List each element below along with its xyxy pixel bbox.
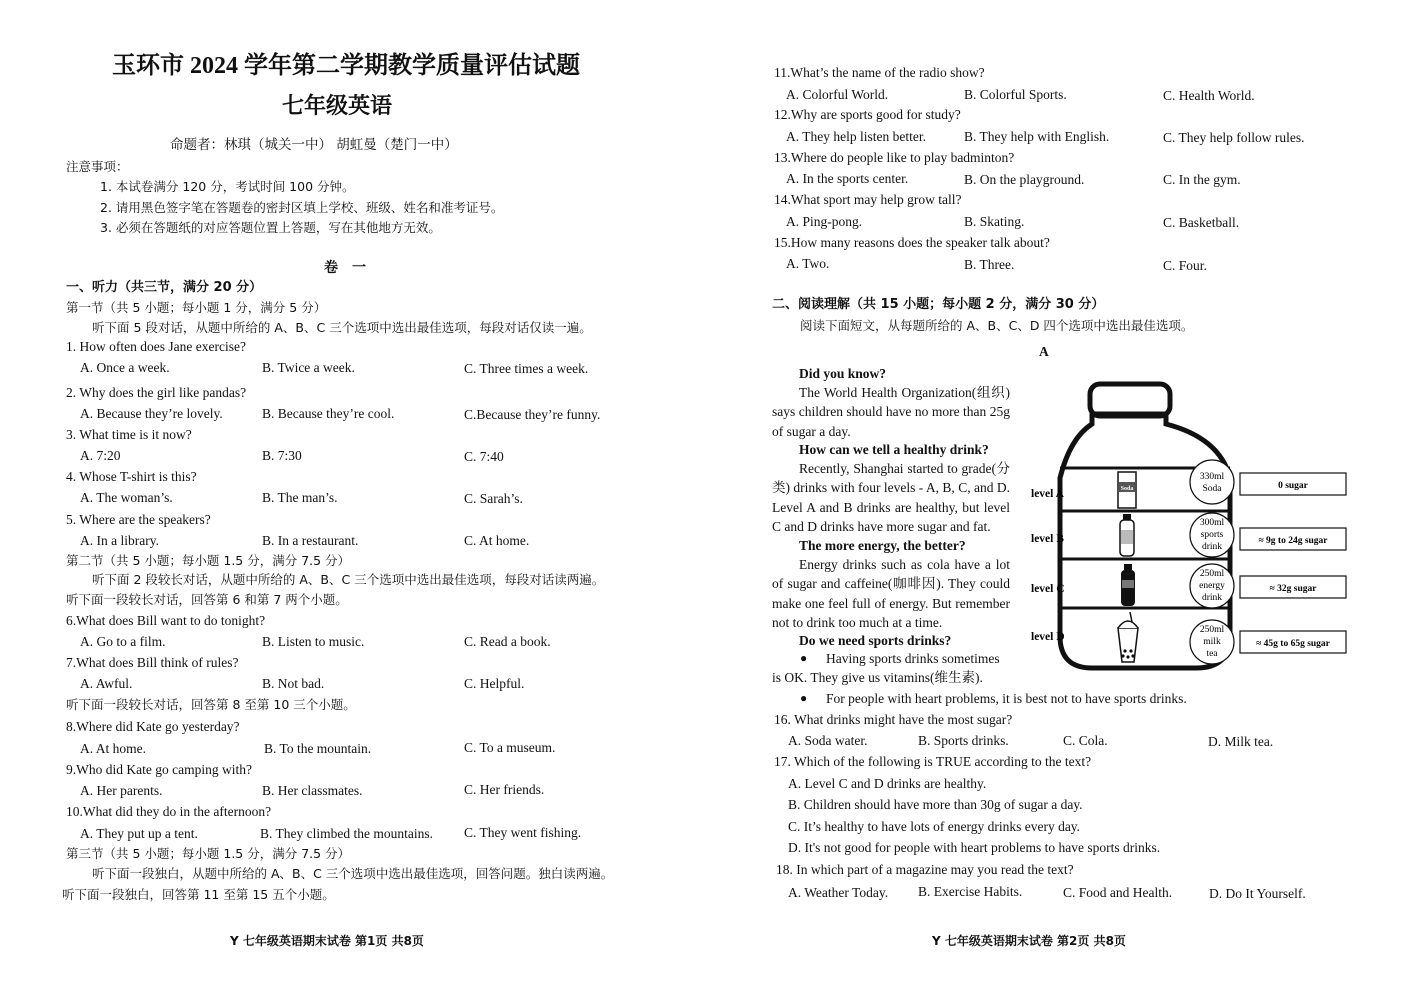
section-heading: 第二节（共 5 小题；每小题 1.5 分，满分 7.5 分） [66,553,351,568]
drink-type: Soda [1202,484,1222,494]
option-c: C. It’s healthy to have lots of energy drinks every day. [788,819,1081,834]
option-b: B. In a restaurant. [262,533,359,548]
option-b: B. Skating. [964,214,1025,229]
bottle-cap [1090,384,1170,416]
energy-drink-icon [1121,564,1135,606]
sugar-amount: 0 sugar [1278,481,1308,491]
drink-type: tea [1206,649,1218,659]
drink-type: milk [1203,637,1221,647]
option-a: A. Ping-pong. [786,214,863,229]
option-a: A. Level C and D drinks are healthy. [788,776,987,791]
bullet-text: is OK. They give us vitamins(维生素). [772,670,983,685]
bullet-text: Having sports drinks sometimes [826,651,1000,666]
option-a: A. They put up a tent. [80,826,198,841]
option-c: C. In the gym. [1163,172,1241,187]
option-b: B. Children should have more than 30g of sugar a day. [788,797,1083,812]
section-instructions: 听下面 2 段较长对话，从题中所给的 A、B、C 三个选项中选出最佳选项，每段对话读两遍。 [92,572,605,587]
option-a: A. 7:20 [80,448,121,463]
option-b: B. On the playground. [964,172,1085,187]
section-heading: 第一节（共 5 小题；每小题 1 分，满分 5 分） [66,300,327,315]
option-b: B. Three. [964,257,1015,272]
part-heading: 二、阅读理解（共 15 小题；每小题 2 分，满分 30 分） [772,297,1105,312]
option-c: C. Cola. [1063,733,1108,748]
option-c: C. Read a book. [464,634,551,649]
option-c: C. Her friends. [464,782,545,797]
option-b: B. Listen to music. [262,634,365,649]
option-a: A. Go to a film. [80,634,166,649]
option-a: A. Two. [786,256,830,271]
level-label: level D [1031,631,1065,643]
question-text: 10.What did they do in the afternoon? [66,804,272,819]
option-d: D. Milk tea. [1208,734,1274,749]
soda-can-icon [1118,472,1136,508]
option-c: C.Because they’re funny. [464,407,601,422]
section-instructions: 听下面一段较长对话，回答第 8 至第 10 三个小题。 [66,697,356,712]
question-text: 16. What drinks might have the most sugar? [774,712,1013,727]
option-c: C. Three times a week. [464,361,589,376]
question-text: 7.What does Bill think of rules? [66,655,239,670]
question-text: 12.Why are sports good for study? [774,107,961,122]
option-d: D. It's not good for people with heart problems to have sports drinks. [788,840,1161,855]
notes-label: 注意事项： [66,159,129,174]
question-text: 17. Which of the following is TRUE according to the text? [774,754,1092,769]
question-text: 5. Where are the speakers? [66,512,211,527]
question-text: 3. What time is it now? [66,427,192,442]
drink-volume: 250ml [1199,569,1225,579]
option-a: A. They help listen better. [786,129,926,144]
question-text: 6.What does Bill want to do tonight? [66,613,266,628]
question-text: 18. In which part of a magazine may you read the text? [776,862,1074,877]
level-label: level C [1031,583,1065,595]
passage-paragraph: Energy drinks such as cola have a lot of sugar and caffeine(咖啡因). They could make one feel full of energy. But remember not to drink too much at a time. [772,557,1010,630]
passage-heading: Do we need sports drinks? [799,633,952,648]
option-b: B. Her classmates. [262,783,363,798]
note-item: 3. 必须在答题纸的对应答题位置上答题，写在其他地方无效。 [100,220,441,235]
bullet-icon: ● [800,651,808,665]
drink-levels-diagram [1020,378,1360,678]
drink-type: sports [1200,530,1224,540]
option-b: B. Because they’re cool. [262,406,395,421]
option-a: A. Once a week. [80,360,170,375]
option-b: B. Twice a week. [262,360,355,375]
option-c: C. 7:40 [464,449,504,464]
drink-volume: 330ml [1199,472,1225,482]
option-a: A. Colorful World. [786,87,889,102]
drink-volume: 300ml [1199,518,1225,528]
passage-paragraph: Recently, Shanghai started to grade(分类) drinks with four levels - A, B, C, and D. Level A and B drinks are healthy, but level C and D drinks have more sugar and fat. [772,461,1010,534]
passage-paragraph: The World Health Organization(组织) says children should have no more than 25g of sugar a day. [772,385,1010,439]
option-b: B. Colorful Sports. [964,87,1067,102]
question-text: 1. How often does Jane exercise? [66,339,246,354]
level-label: level A [1031,488,1064,500]
option-a: A. In a library. [80,533,159,548]
option-a: A. Weather Today. [788,885,889,900]
drink-type: drink [1201,593,1223,603]
section-instructions: 听下面一段独白，回答第 11 至第 15 五个小题。 [62,887,335,902]
note-item: 2. 请用黑色签字笔在答题卷的密封区填上学校、班级、姓名和准考证号。 [100,200,504,215]
question-text: 8.Where did Kate go yesterday? [66,719,240,734]
question-text: 4. Whose T-shirt is this? [66,469,197,484]
sugar-amount: ≈ 32g sugar [1269,584,1317,594]
option-b: B. Sports drinks. [918,733,1009,748]
option-a: A. Awful. [80,676,133,691]
exam-subtitle: 七年级英语 [282,93,393,118]
bullet-icon: ● [800,691,808,705]
question-text: 9.Who did Kate go camping with? [66,762,252,777]
option-b: B. They help with English. [964,129,1110,144]
option-a: A. The woman’s. [80,490,173,505]
section-instructions: 听下面一段独白，从题中所给的 A、B、C 三个选项中选出最佳选项，回答问题。独白读两遍。 [92,866,614,881]
option-d: D. Do It Yourself. [1209,886,1306,901]
question-text: 14.What sport may help grow tall? [774,192,962,207]
option-b: B. They climbed the mountains. [260,826,433,841]
question-text: 2. Why does the girl like pandas? [66,385,247,400]
option-c: C. Basketball. [1163,215,1240,230]
passage-heading: Did you know? [799,366,887,381]
page-footer: Y 七年级英语期末试卷 第2页 共8页 [932,934,1126,948]
option-a: A. At home. [80,741,146,756]
milk-tea-icon [1118,612,1138,662]
option-c: C. Health World. [1163,88,1255,103]
page-footer: Y 七年级英语期末试卷 第1页 共8页 [230,934,424,948]
option-b: B. Exercise Habits. [918,884,1023,899]
bullet-text: For people with heart problems, it is best not to have sports drinks. [826,691,1187,706]
option-b: B. 7:30 [262,448,302,463]
sugar-amount: ≈ 9g to 24g sugar [1258,536,1328,546]
drink-type: energy [1199,581,1225,591]
option-c: C. Four. [1163,258,1207,273]
option-c: C. Sarah’s. [464,491,523,506]
option-c: C. Food and Health. [1063,885,1173,900]
option-c: C. At home. [464,533,530,548]
section-heading: 第三节（共 5 小题；每小题 1.5 分，满分 7.5 分） [66,846,351,861]
option-b: B. The man’s. [262,490,338,505]
note-item: 1. 本试卷满分 120 分，考试时间 100 分钟。 [100,179,355,194]
exam-title: 玉环市 2024 学年第二学期教学质量评估试题 [112,53,580,79]
option-b: B. To the mountain. [264,741,372,756]
question-text: 11.What’s the name of the radio show? [774,65,985,80]
drink-circle [1190,460,1234,504]
section-instructions: 听下面一段较长对话，回答第 6 和第 7 两个小题。 [66,592,348,607]
authors: 命题者：林琪（城关一中） 胡虹曼（楚门一中） [170,137,458,153]
question-text: 13.Where do people like to play badminton? [774,150,1015,165]
option-a: A. In the sports center. [786,171,909,186]
part-heading: 一、听力（共三节，满分 20 分） [66,280,263,295]
question-text: 15.How many reasons does the speaker talk about? [774,235,1050,250]
passage-heading: The more energy, the better? [799,538,966,553]
section-instructions: 阅读下面短文，从每题所给的 A、B、C、D 四个选项中选出最佳选项。 [800,318,1194,333]
option-c: C. They went fishing. [464,825,582,840]
option-b: B. Not bad. [262,676,325,691]
option-a: A. Because they’re lovely. [80,406,223,421]
section-instructions: 听下面 5 段对话，从题中所给的 A、B、C 三个选项中选出最佳选项，每段对话仅读一遍。 [92,320,592,335]
drink-volume: 250ml [1199,625,1225,635]
option-c: C. To a museum. [464,740,556,755]
level-label: level B [1031,533,1064,545]
soda-can-label: Soda [1120,486,1134,492]
option-c: C. They help follow rules. [1163,130,1305,145]
volume-heading: 卷 一 [324,260,366,276]
passage-label: A [1039,344,1049,359]
sugar-amount: ≈ 45g to 65g sugar [1256,639,1330,649]
drink-type: drink [1201,542,1223,552]
sports-drink-icon [1120,514,1134,556]
option-a: A. Soda water. [788,733,868,748]
option-a: A. Her parents. [80,783,163,798]
option-c: C. Helpful. [464,676,525,691]
passage-heading: How can we tell a healthy drink? [799,442,989,457]
